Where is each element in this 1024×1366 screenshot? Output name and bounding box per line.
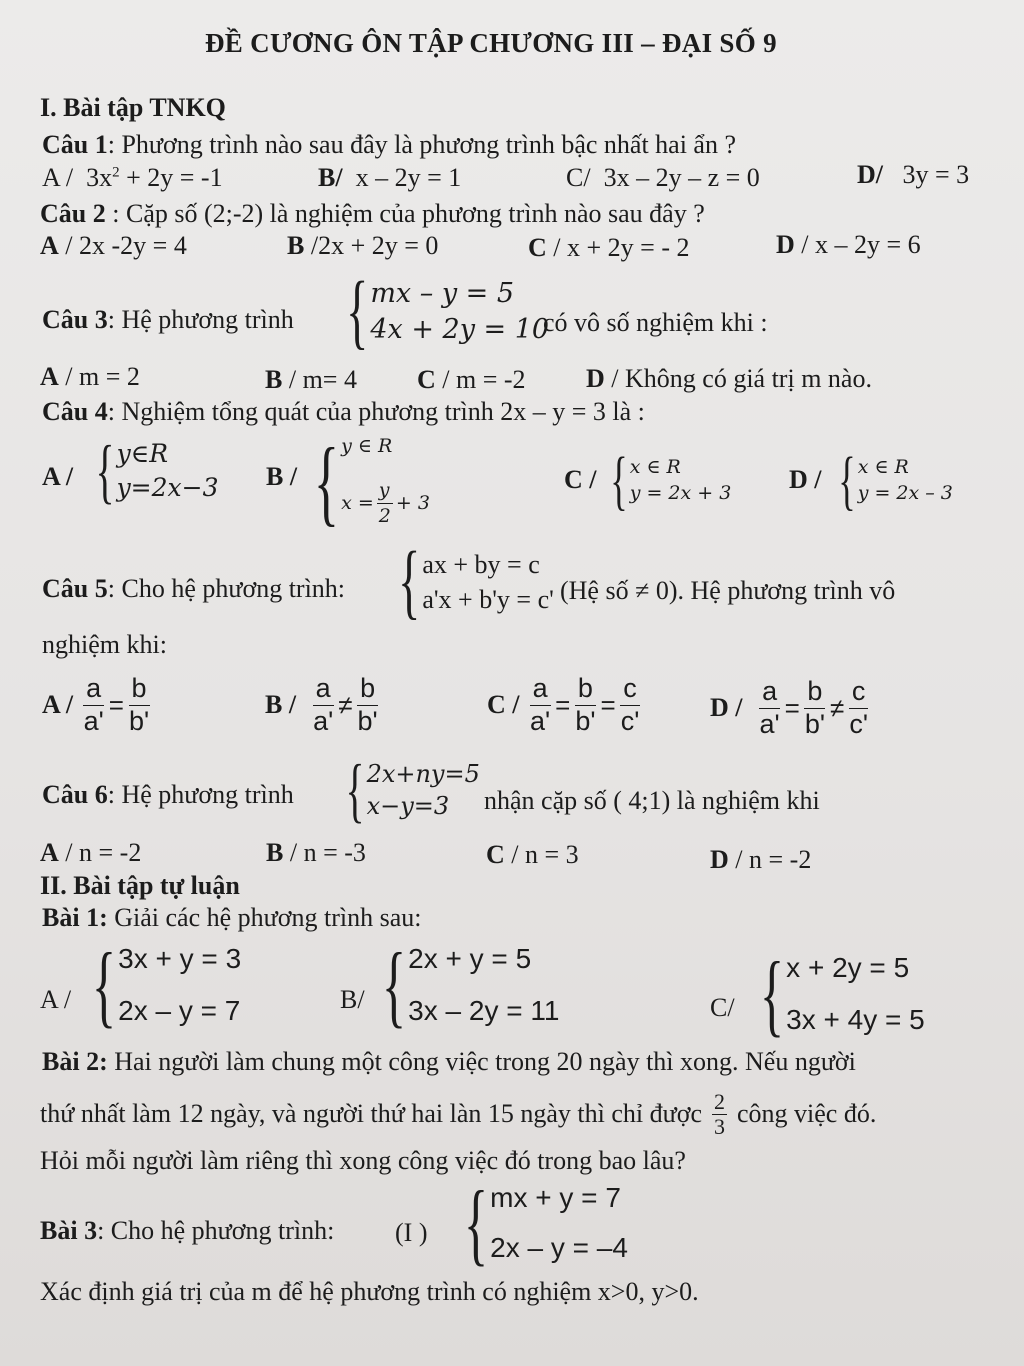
question-3-text: : Hệ phương trình xyxy=(107,305,294,334)
q5-option-c: C / $\frac{a}{a'}$ = $\frac{b}{b'}$ = $\frac{c}{c'}$ xyxy=(487,673,640,736)
exercise-2-line1: Hai người làm chung một công việc trong 20 ngày thì xong. Nếu người xyxy=(107,1047,856,1076)
q6-option-c: C / n = 3 xyxy=(486,840,579,869)
q2-option-a: A / 2x -2y = 4 xyxy=(40,231,187,260)
exercise-1 xyxy=(42,903,422,933)
ex1-part-a-label: A / xyxy=(40,985,72,1014)
q3-option-d: D / Không có giá trị m nào. xyxy=(586,364,872,393)
q3-option-b: B / m= 4 xyxy=(265,365,357,394)
question-3 xyxy=(42,305,294,335)
question-4-text: : Nghiệm tổng quát của phương trình 2x – y = 3 là : xyxy=(107,397,645,426)
q1-option-c: C/ 3x – 2y – z = 0 xyxy=(566,163,760,192)
brace-symbol: { xyxy=(759,943,785,1045)
brace-symbol: { xyxy=(91,934,117,1036)
q1-option-a: $A / 3x^2 + 2y = -1$ xyxy=(42,163,223,192)
question-5 xyxy=(42,574,345,604)
question-2 xyxy=(40,199,705,229)
exercise-1-text: Giải các hệ phương trình sau: xyxy=(107,903,422,932)
q4-option-a-system: { y∈R y=2x−3 xyxy=(95,431,219,511)
q1-option-b: B/ x – 2y = 1 xyxy=(318,163,462,192)
brace-symbol: { xyxy=(95,431,115,511)
brace-symbol: { xyxy=(381,934,407,1036)
question-3-tail: có vô số nghiệm khi : xyxy=(543,308,768,337)
brace-symbol: { xyxy=(463,1172,489,1274)
page-title: ĐỀ CƯƠNG ÔN TẬP CHƯƠNG III – ĐẠI SỐ 9 xyxy=(205,28,777,58)
q5-option-b: B / $\frac{a}{a'}$ ≠ $\frac{b}{b'}$ xyxy=(265,673,378,736)
question-5-tail: (Hệ số ≠ 0). Hệ phương trình vô xyxy=(560,576,896,605)
q4-option-a-label: A / xyxy=(42,462,74,491)
q6-option-d: D / n = -2 xyxy=(710,845,812,874)
exercise-2-line3: Hỏi mỗi người làm riêng thì xong công việc đó trong bao lâu? xyxy=(40,1146,686,1175)
question-6 xyxy=(42,780,294,810)
q4-option-b-system: { y ∈ R x = $\frac{y}{2}$ + 3 xyxy=(313,428,430,535)
question-1-text: : Phương trình nào sau đây là phương trình bậc nhất hai ẩn ? xyxy=(107,130,737,159)
question-3-label: Câu 3 xyxy=(42,305,108,334)
brace-symbol: { xyxy=(346,265,369,358)
brace-symbol: { xyxy=(345,750,365,830)
exercise-3-text: : Cho hệ phương trình: xyxy=(97,1216,335,1245)
question-6-text: : Hệ phương trình xyxy=(107,780,294,809)
brace-symbol: { xyxy=(610,444,628,517)
ex1-part-a-system: { 3x + y = 3 2x – y = 7 xyxy=(91,934,242,1036)
q4-option-c-label: C / xyxy=(564,465,597,494)
q6-option-a: A / n = -2 xyxy=(40,838,142,867)
exercise-2-label: Bài 2: xyxy=(42,1047,108,1076)
q4-option-d-system: { x ∈ R y = 2x – 3 xyxy=(838,444,953,517)
q6-equation-system: { 2x+ny=5 x−y=3 xyxy=(345,750,480,830)
q5-equation-system: { ax + by = c a'x + b'y = c' xyxy=(398,535,554,628)
question-1-label: Câu 1 xyxy=(42,130,108,159)
question-6-tail: nhận cặp số ( 4;1) là nghiệm khi xyxy=(484,786,820,815)
q3-option-a: A / m = 2 xyxy=(40,362,140,391)
section-1-heading: I. Bài tập TNKQ xyxy=(40,93,226,122)
question-5-label: Câu 5 xyxy=(42,574,108,603)
question-5-text: : Cho hệ phương trình: xyxy=(107,574,346,603)
question-2-label: Câu 2 xyxy=(40,199,106,228)
exercise-3-label: Bài 3 xyxy=(40,1216,98,1245)
q5-option-a: A / $\frac{a}{a'}$ = $\frac{b}{b'}$ xyxy=(42,673,150,736)
question-1 xyxy=(42,130,736,160)
q2-option-c: C / x + 2y = - 2 xyxy=(528,233,690,262)
exercise-3 xyxy=(40,1216,334,1246)
ex1-part-b-system: { 2x + y = 5 3x – 2y = 11 xyxy=(381,934,560,1036)
q3-option-c: C / m = -2 xyxy=(417,365,526,394)
q3-equation-system: { mx – y = 5 4x + 2y = 10 xyxy=(346,265,550,358)
q4-option-c-system: { x ∈ R y = 2x + 3 xyxy=(610,444,732,517)
ex1-part-c-system: { x + 2y = 5 3x + 4y = 5 xyxy=(759,943,925,1045)
q1-option-d: D/ 3y = 3 xyxy=(857,160,970,189)
question-4-label: Câu 4 xyxy=(42,397,108,426)
ex1-part-c-label: C/ xyxy=(710,993,735,1022)
question-6-label: Câu 6 xyxy=(42,780,108,809)
q4-option-d-label: D / xyxy=(789,465,822,494)
q5-option-d: D / $\frac{a}{a'}$ = $\frac{b}{b'}$ ≠ $\frac{c}{c'}$ xyxy=(710,676,868,739)
question-2-text: : Cặp số (2;-2) là nghiệm của phương trình nào sau đây ? xyxy=(105,199,705,228)
exercise-3-system-label: (I ) xyxy=(395,1218,428,1247)
ex1-part-b-label: B/ xyxy=(340,985,365,1014)
section-2-heading: II. Bài tập tự luận xyxy=(40,871,240,900)
q6-option-b: B / n = -3 xyxy=(266,838,366,867)
brace-symbol: { xyxy=(838,444,856,517)
exercise-1-label: Bài 1: xyxy=(42,903,108,932)
exercise-2 xyxy=(42,1047,856,1077)
brace-symbol: { xyxy=(398,535,421,628)
exercise-2-line2: thứ nhất làm 12 ngày, và người thứ hai làn 15 ngày thì chỉ được 2 3 công việc đó. xyxy=(40,1089,877,1139)
q4-option-b-label: B / xyxy=(266,462,298,491)
ex3-equation-system: { mx + y = 7 2x – y = –4 xyxy=(463,1172,628,1274)
question-5-line2: nghiệm khi: xyxy=(42,630,167,659)
question-4 xyxy=(42,397,645,427)
brace-symbol: { xyxy=(313,428,340,535)
q2-option-b: B /2x + 2y = 0 xyxy=(287,231,439,260)
exercise-3-line2: Xác định giá trị của m để hệ phương trình có nghiệm x>0, y>0. xyxy=(40,1277,699,1306)
q2-option-d: D / x – 2y = 6 xyxy=(776,230,921,259)
